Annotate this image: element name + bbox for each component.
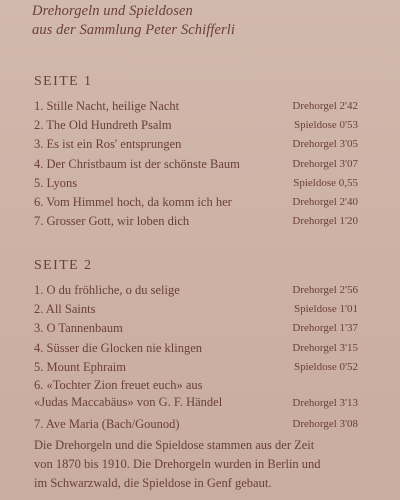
track-instrument-duration: Spieldose 1'01 — [293, 303, 358, 316]
track-instrument-duration: Drehorgel 3'08 — [292, 417, 358, 430]
track-title: 6. Vom Himmel hoch, da komm ich her — [34, 194, 232, 209]
track-title: 7. Grosser Gott, wir loben dich — [34, 214, 190, 229]
track-instrument-duration: Spieldose 0,55 — [293, 176, 358, 189]
track-title-line-2: «Judas Maccabäus» von G. F. Händel — [34, 394, 223, 409]
track-instrument-duration: Spieldose 0'53 — [293, 119, 358, 132]
liner-notes-line-1: Die Drehorgeln und die Spieldose stammen aus der Zeit — [34, 438, 315, 452]
header-line-2: aus der Sammlung Peter Schifferli — [32, 22, 236, 38]
track-instrument-duration: Drehorgel 1'37 — [292, 322, 358, 335]
track-list-item — [34, 281, 358, 300]
track-title: 4. Süsser die Glocken nie klingen — [34, 340, 203, 355]
track-list-item — [34, 97, 358, 116]
track-list-item — [34, 135, 358, 154]
track-title: 2. All Saints — [34, 302, 96, 317]
track-list-item — [34, 212, 358, 231]
track-title: 1. O du fröhliche, o du selige — [34, 283, 180, 297]
track-list-item — [34, 116, 358, 135]
track-list-item — [34, 155, 358, 174]
liner-notes-line-2: von 1870 bis 1910. Die Drehorgeln wurden in Berlin und — [34, 457, 321, 471]
track-title: 3. Es ist ein Ros' entsprungen — [34, 137, 182, 152]
side-1-title: SEITE 1 — [34, 74, 93, 89]
collection-header — [32, 2, 235, 40]
track-title: 3. O Tannenbaum — [34, 321, 123, 336]
side-2-track-list — [34, 281, 358, 434]
track-title: 5. Mount Ephraim — [34, 359, 127, 374]
track-title: 5. Lyons — [34, 175, 78, 190]
track-instrument-duration: Drehorgel 3'07 — [292, 157, 358, 170]
track-list-item — [34, 174, 358, 193]
side-2-title: SEITE 2 — [34, 258, 93, 273]
track-title: 7. Ave Maria (Bach/Gounod) — [34, 416, 180, 431]
track-list-item — [34, 377, 358, 415]
header-line-1: Drehorgeln und Spieldosen — [32, 3, 193, 19]
track-list-item — [34, 358, 358, 377]
track-title: 1. Stille Nacht, heilige Nacht — [34, 99, 180, 113]
track-list-item — [34, 339, 358, 358]
liner-notes-paragraph — [34, 436, 364, 493]
liner-notes-line-3: im Schwarzwald, die Spieldose in Genf gebaut. — [34, 476, 272, 490]
track-instrument-duration: Drehorgel 3'13 — [292, 396, 358, 409]
track-list-item — [34, 319, 358, 338]
track-instrument-duration: Drehorgel 1'20 — [292, 215, 358, 228]
track-instrument-duration: Drehorgel 2'56 — [292, 284, 358, 296]
track-list-item — [34, 415, 358, 434]
track-title: 4. Der Christbaum ist der schönste Baum — [34, 156, 240, 171]
track-title-line-1: 6. «Tochter Zion freuet euch» aus — [34, 377, 203, 392]
track-instrument-duration: Drehorgel 3'15 — [292, 341, 358, 354]
track-instrument-duration: Drehorgel 2'42 — [292, 100, 358, 112]
track-list-item — [34, 300, 358, 319]
track-list-item — [34, 193, 358, 212]
side-1-track-list — [34, 97, 358, 231]
track-instrument-duration: Drehorgel 2'40 — [292, 195, 358, 208]
track-title: 2. The Old Hundreth Psalm — [34, 118, 172, 133]
track-instrument-duration: Spieldose 0'52 — [293, 360, 358, 373]
track-title — [34, 377, 222, 411]
track-instrument-duration: Drehorgel 3'05 — [292, 138, 358, 151]
